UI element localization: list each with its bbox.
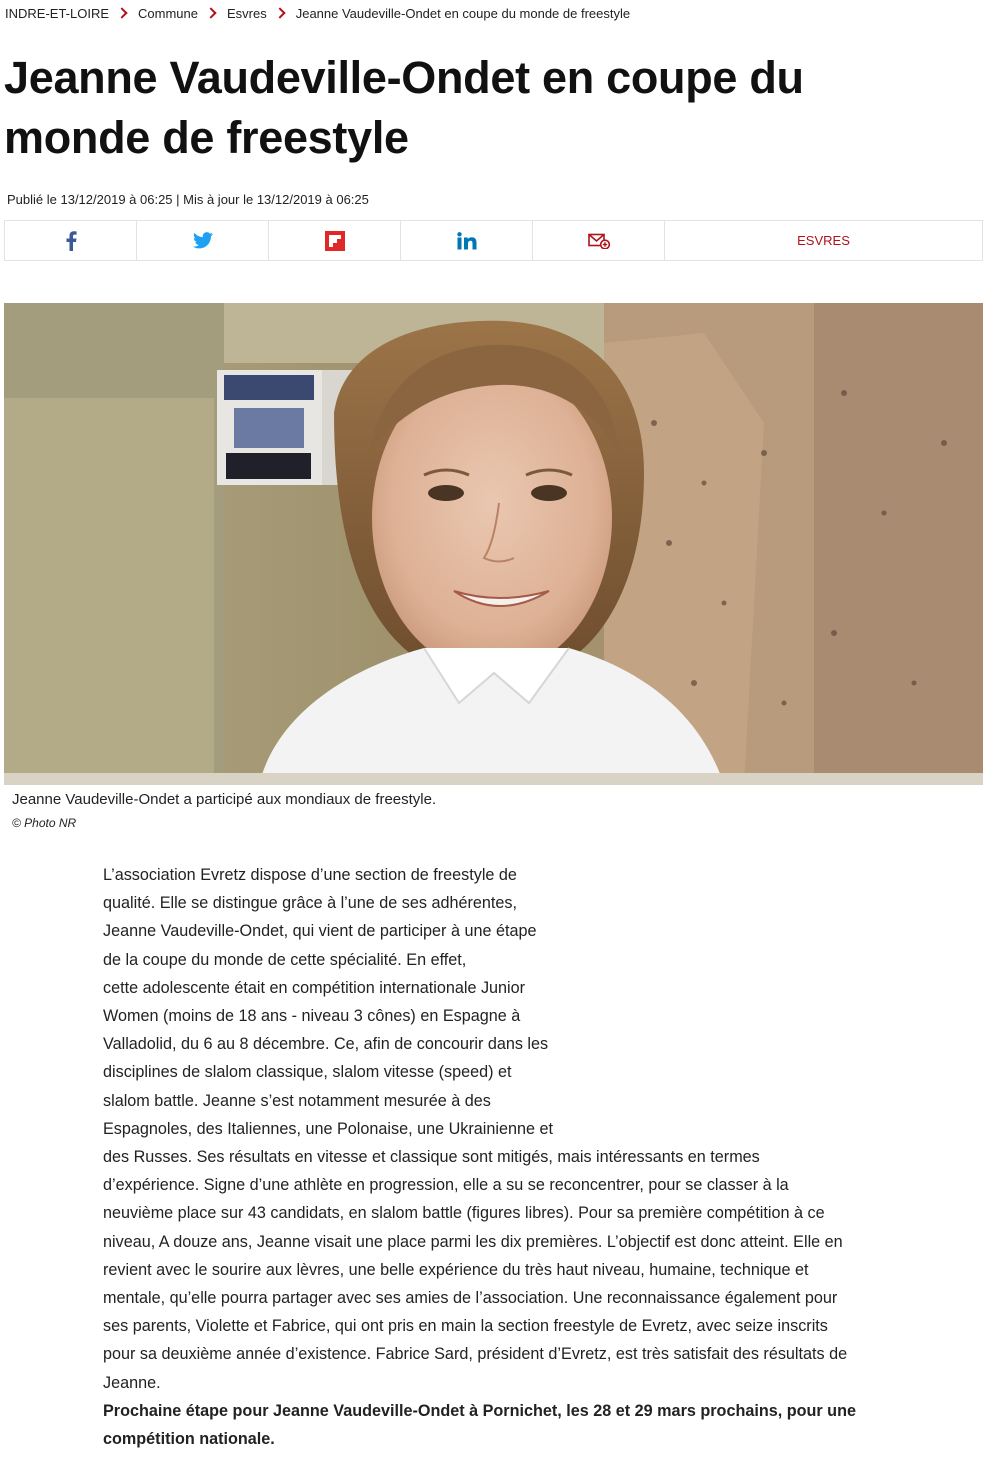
chevron-right-icon [205,7,216,18]
article-line: Valladolid, du 6 au 8 décembre. Ce, afin de concourir dans les [103,1035,549,1054]
share-email-button[interactable] [533,221,665,260]
breadcrumb-item-town[interactable]: Esvres [226,5,267,21]
article-line: Women (moins de 18 ans - niveau 3 cônes) en Espagne à [103,1007,521,1026]
breadcrumb-item-commune[interactable]: Commune [138,5,198,21]
flipboard-icon [325,231,345,251]
article-line: qualité. Elle se distingue grâce à l’une de ses adhérentes, [103,894,517,913]
facebook-icon [65,231,77,251]
article-line: ses parents, Violette et Fabrice, qui ont pris en main la section freestyle de Evretz, avec seize inscrits [103,1317,828,1336]
photo-caption: Jeanne Vaudeville-Ondet a participé aux mondiaux de freestyle. [12,791,437,808]
breadcrumb [5,5,630,21]
article-line: neuvième place sur 43 candidats, en slalom battle (figures libres). Pour sa première compétition à ce [103,1204,825,1223]
article-line: disciplines de slalom classique, slalom vitesse (speed) et [103,1063,512,1082]
article-line: Espagnoles, des Italiennes, une Polonaise, une Ukrainienne et [103,1119,553,1138]
article-title-line: monde de freestyle [4,112,409,163]
article-line: Jeanne Vaudeville-Ondet, qui vient de participer à une étape [103,922,537,941]
article-bold-line: Prochaine étape pour Jeanne Vaudeville-Ondet à Pornichet, les 28 et 29 mars prochains, pour une [103,1401,856,1420]
breadcrumb-item-current: Jeanne Vaudeville-Ondet en coupe du monde de freestyle [295,5,631,21]
article-line: cette adolescente était en compétition internationale Junior [103,978,526,997]
share-flipboard-button[interactable] [269,221,401,260]
article-line: mentale, qu’elle pourra partager avec ses amies de l’association. Une reconnaissance également pour [103,1289,838,1308]
chevron-right-icon [274,7,285,18]
article-body [103,861,923,1453]
article-line: revient avec le sourire aux lèvres, une belle expérience du très haut niveau, humaine, technique et [103,1260,809,1279]
share-linkedin-button[interactable] [401,221,533,260]
article-title [4,48,974,168]
breadcrumb-item-department[interactable]: INDRE-ET-LOIRE [5,5,110,21]
article-line: d’expérience. Signe d’une athlète en progression, elle a su se reconcentrer, pour se classer à la [103,1176,789,1195]
linkedin-icon [457,232,477,250]
article-line: L’association Evretz dispose d’une section de freestyle de [103,866,517,884]
article-bold-line: compétition nationale. [103,1430,275,1449]
email-icon [588,233,610,249]
article-title-line: Jeanne Vaudeville-Ondet en coupe du [4,52,804,103]
article-line: Jeanne. [103,1373,161,1392]
article-line: niveau, A douze ans, Jeanne visait une place parmi les dix premières. L’objectif est donc atteint. Elle en [103,1232,843,1251]
article-line: slalom battle. Jeanne s’est notamment mesurée à des [103,1091,491,1110]
share-twitter-button[interactable] [137,221,269,260]
article-line: de la coupe du monde de cette spécialité. En effet, [103,950,467,969]
article-photo [4,303,983,785]
article-line: des Russes. Ses résultats en vitesse et classique sont mitigés, mais intéressants en termes [103,1148,760,1167]
photo-credit: © Photo NR [12,816,77,830]
share-facebook-button[interactable] [5,221,137,260]
chevron-right-icon [116,7,127,18]
publication-dates: Publié le 13/12/2019 à 06:25 | Mis à jour le 13/12/2019 à 06:25 [7,192,369,207]
twitter-icon [193,232,213,249]
article-line: pour sa deuxième année d’existence. Fabrice Sard, président d’Evretz, est très satisfait des résultats de [103,1345,848,1364]
share-bar [4,220,983,261]
tag-esvres-link[interactable]: ESVRES [797,233,850,248]
